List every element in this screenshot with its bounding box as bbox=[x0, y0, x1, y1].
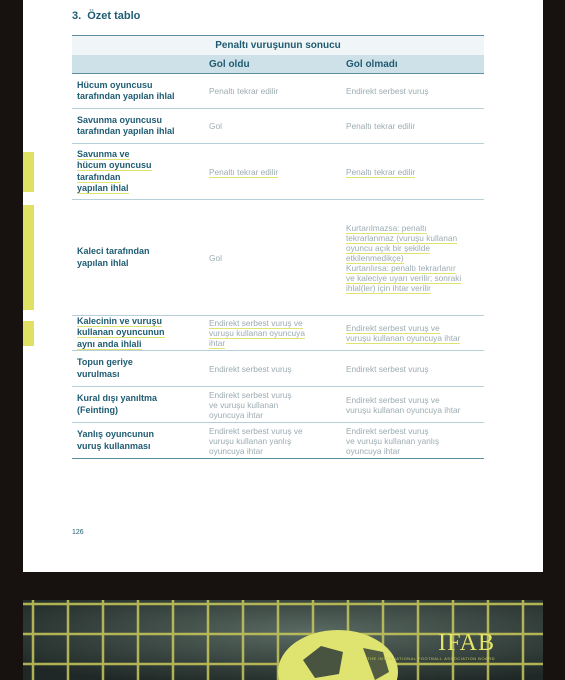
highlight-marker bbox=[23, 205, 34, 310]
col-header-no-goal: Gol olmadı bbox=[346, 58, 398, 70]
cell-no-goal: Kurtarılmazsa: penaltı tekrarlanmaz (vuruşu kullanan oyuncu açık bir şekilde etkilenmedikçe) Kurtarılırsa: penaltı tekrarlanır ve kaleciye uyarı verilir; sonraki ihlal(ler) için ihtar verilir bbox=[346, 222, 462, 293]
cell-no-goal: Endirekt serbest vuruş ve vuruşu kullanan oyuncuya ihtar bbox=[346, 323, 461, 343]
row-label: Topun geriye vurulması bbox=[77, 357, 133, 379]
row-label: Kaleci tarafından yapılan ihlal bbox=[77, 246, 150, 268]
cell-no-goal: Endirekt serbest vuruş ve vuruşu kullanan yanlış oyuncuya ihtar bbox=[346, 425, 440, 456]
table-row bbox=[72, 200, 484, 316]
summary-table bbox=[72, 35, 484, 459]
table-row bbox=[72, 423, 484, 459]
cell-goal: Endirekt serbest vuruş ve vuruşu kullanan oyuncuya ihtar bbox=[209, 389, 292, 420]
cell-no-goal: Penaltı tekrar edilir bbox=[346, 121, 416, 131]
table-row bbox=[72, 144, 484, 200]
section-title bbox=[72, 10, 140, 22]
cell-no-goal: Endirekt serbest vuruş ve vuruşu kullanan oyuncuya ihtar bbox=[346, 394, 461, 415]
cell-no-goal: Penaltı tekrar edilir bbox=[346, 166, 416, 177]
table-row bbox=[72, 316, 484, 351]
section-number: 3. bbox=[72, 10, 82, 22]
cell-goal: Endirekt serbest vuruş bbox=[209, 363, 292, 374]
table-column-headers bbox=[72, 55, 484, 74]
page-number: 126 bbox=[72, 529, 84, 536]
cell-goal: Penaltı tekrar edilir bbox=[209, 166, 279, 177]
row-label: Yanlış oyuncunun vuruş kullanması bbox=[77, 429, 155, 451]
table-row bbox=[72, 109, 484, 144]
ifab-logo-sub: THE INTERNATIONAL FOOTBALL ASSOCIATION BOARD bbox=[367, 656, 495, 661]
cell-goal: Gol bbox=[209, 252, 222, 263]
cell-goal: Gol bbox=[209, 121, 222, 131]
row-label: Savunma oyuncusu tarafından yapılan ihlal bbox=[77, 114, 175, 136]
row-label: Hücum oyuncusu tarafından yapılan ihlal bbox=[77, 79, 175, 101]
table-row bbox=[72, 351, 484, 387]
row-label: Kural dışı yanıltma (Feinting) bbox=[77, 393, 158, 415]
cell-goal: Penaltı tekrar edilir bbox=[209, 86, 279, 96]
cell-goal: Endirekt serbest vuruş ve vuruşu kullanan oyuncuya ihtar bbox=[209, 318, 305, 348]
next-page-banner bbox=[23, 600, 543, 680]
row-label: Savunma ve hücum oyuncusu tarafından yapılan ihlal bbox=[77, 148, 152, 193]
document-page bbox=[23, 0, 543, 572]
highlight-marker bbox=[23, 152, 34, 192]
section-title-text: Özet tablo bbox=[87, 10, 141, 22]
table-row bbox=[72, 74, 484, 109]
ifab-logo: IFAB bbox=[438, 630, 495, 656]
cell-goal: Endirekt serbest vuruş ve vuruşu kullanan yanlış oyuncuya ihtar bbox=[209, 425, 303, 456]
table-main-header: Penaltı vuruşunun sonucu bbox=[72, 36, 484, 55]
row-label: Kalecinin ve vuruşu kullanan oyuncunun aynı anda ihlali bbox=[77, 315, 165, 349]
table-row bbox=[72, 387, 484, 423]
highlight-marker bbox=[23, 321, 34, 346]
cell-no-goal: Endirekt serbest vuruş bbox=[346, 363, 429, 374]
col-header-goal: Gol oldu bbox=[209, 58, 250, 70]
cell-no-goal: Endirekt serbest vuruş bbox=[346, 86, 429, 96]
